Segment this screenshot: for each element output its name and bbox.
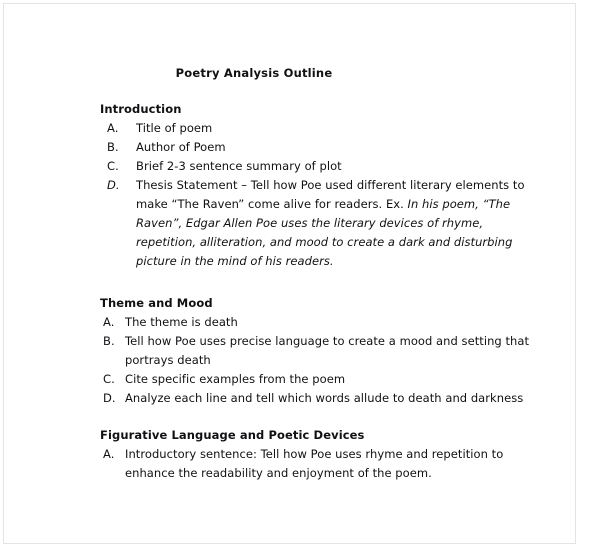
list-marker: A. xyxy=(103,447,115,461)
list-marker: B. xyxy=(103,334,115,348)
section-introduction xyxy=(100,100,540,271)
list-item-text: The theme is death xyxy=(125,315,238,329)
section-heading-figurative-language: Figurative Language and Poetic Devices xyxy=(100,428,365,442)
list-marker: C. xyxy=(107,159,119,173)
list-item xyxy=(103,389,540,408)
list-marker: A. xyxy=(107,121,119,135)
list-marker: D. xyxy=(103,391,116,405)
list-item xyxy=(107,138,540,157)
list-item-text xyxy=(136,176,540,271)
list-marker: A. xyxy=(103,315,115,329)
list-item-thesis xyxy=(107,176,540,271)
section-figurative-language xyxy=(100,426,540,483)
outline-list-introduction xyxy=(100,119,540,271)
list-item xyxy=(107,157,540,176)
section-theme-and-mood xyxy=(100,294,540,408)
list-marker: C. xyxy=(103,372,115,386)
page-title: Poetry Analysis Outline xyxy=(175,66,333,80)
section-heading-introduction: Introduction xyxy=(100,102,182,116)
list-item xyxy=(103,313,540,332)
section-heading-theme-and-mood: Theme and Mood xyxy=(100,296,213,310)
document-sheet xyxy=(4,4,577,545)
outline-list-theme-and-mood xyxy=(100,313,540,408)
list-item xyxy=(107,119,540,138)
outline-list-figurative-language xyxy=(100,445,540,483)
list-item-text: Cite specific examples from the poem xyxy=(125,372,346,386)
list-item-text: Author of Poem xyxy=(136,140,226,154)
list-item-text: Title of poem xyxy=(136,121,213,135)
thesis-plain-text: Thesis Statement – Tell how Poe used different literary elements to make “The Raven” come alive for readers. Ex. xyxy=(136,178,525,211)
list-item xyxy=(103,332,540,370)
list-item-text: Analyze each line and tell which words allude to death and darkness xyxy=(125,391,524,405)
list-item xyxy=(103,445,540,483)
list-item-text: Brief 2-3 sentence summary of plot xyxy=(136,159,342,173)
list-marker: D. xyxy=(107,178,120,192)
list-item xyxy=(103,370,540,389)
list-item-text: Tell how Poe uses precise language to create a mood and setting that portrays death xyxy=(125,334,530,367)
list-item-text: Introductory sentence: Tell how Poe uses rhyme and repetition to enhance the readability and enjoyment of the poem. xyxy=(125,447,504,480)
thesis-italic-text: In his poem, “The Raven”, Edgar Allen Poe uses the literary devices of rhyme, repetition, alliteration, and mood to create a dark and disturbing picture in the mind of his readers. xyxy=(136,197,513,268)
document-page xyxy=(3,3,576,544)
list-marker: B. xyxy=(107,140,119,154)
